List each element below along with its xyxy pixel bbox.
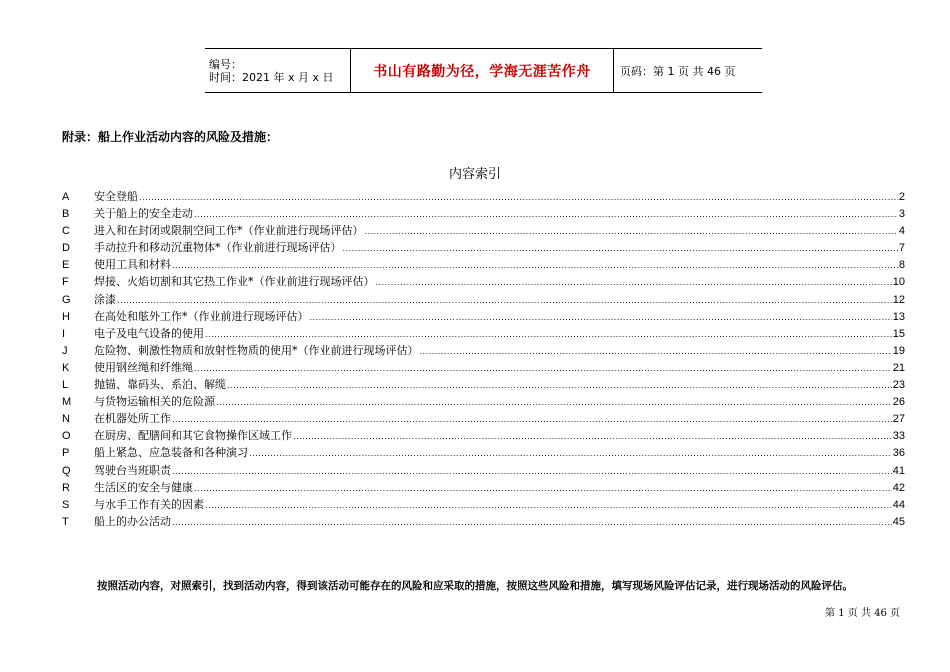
toc-entry-page: 8 [898, 259, 905, 272]
toc-entry-title: 危险物、刺激性物质和放射性物质的使用*（作业前进行现场评估） [94, 343, 419, 357]
toc-entry[interactable] [62, 427, 905, 444]
toc-entry[interactable] [62, 376, 905, 393]
toc-dot-leader [343, 244, 898, 253]
toc-dot-leader [293, 432, 892, 441]
toc-entry-letter: S [62, 498, 70, 511]
toc-dot-leader [249, 449, 892, 458]
header-meta [205, 49, 350, 92]
toc-entry-title: 船上的办公活动 [94, 514, 171, 528]
toc-entry-title: 在厨房、配膳间和其它食物操作区域工作 [94, 429, 292, 443]
toc-dot-leader [194, 210, 898, 219]
toc-entry-page: 4 [898, 225, 905, 238]
toc-entry-title: 电子及电气设备的使用 [94, 326, 204, 340]
header-page-cell [614, 49, 762, 92]
toc-dot-leader [194, 364, 892, 373]
toc-entry[interactable] [62, 444, 905, 461]
footer-instruction: 按照活动内容，对照索引，找到活动内容，得到该活动可能存在的风险和应采取的措施，按照这些风险和措施，填写现场风险评估记录，进行现场活动的风险评估。 [97, 580, 853, 592]
toc-entry-title: 与货物运输相关的危险源 [94, 395, 215, 409]
toc-dot-leader [172, 518, 892, 527]
toc-entry[interactable] [62, 222, 905, 239]
toc-entry[interactable] [62, 205, 905, 222]
toc-entry-letter: B [62, 208, 70, 221]
toc-entry-title: 船上紧急、应急装备和各种演习 [94, 446, 248, 460]
toc-heading: 内容索引 [448, 167, 501, 182]
toc-entry-page: 7 [898, 242, 905, 255]
toc-entry-title: 生活区的安全与健康 [94, 480, 193, 494]
toc-entry-letter: I [62, 327, 66, 340]
toc-entry[interactable] [62, 359, 905, 376]
toc-entry[interactable] [62, 273, 905, 290]
page-footer: 第 1 页 共 46 页 [825, 608, 900, 619]
toc-entry-page: 42 [892, 481, 905, 494]
toc-dot-leader [172, 467, 892, 476]
toc-entry-title: 涂漆 [94, 292, 116, 306]
toc-entry[interactable] [62, 239, 905, 256]
document-number-label: 编号： [209, 57, 242, 71]
toc-entry-title: 抛锚、靠码头、系泊、解缆 [94, 378, 226, 392]
toc-entry[interactable] [62, 462, 905, 479]
toc-dot-leader [117, 296, 892, 305]
toc-dot-leader [216, 398, 892, 407]
toc-dot-leader [205, 501, 892, 510]
toc-entry[interactable] [62, 256, 905, 273]
toc-entry-title: 手动拉升和移动沉重物体*（作业前进行现场评估） [94, 241, 342, 255]
toc-dot-leader [205, 330, 892, 339]
toc-dot-leader [227, 381, 892, 390]
toc-entry-letter: L [62, 379, 69, 392]
toc-dot-leader [365, 227, 898, 236]
toc-entry-page: 10 [892, 276, 905, 289]
toc-entry-letter: Q [62, 464, 71, 477]
toc-entry-page: 41 [892, 464, 905, 477]
toc-entry[interactable] [62, 410, 905, 427]
toc-entry-page: 44 [892, 498, 905, 511]
document-time-label: 时间：2021 年 x 月 x 日 [209, 70, 334, 84]
document-header [205, 48, 762, 93]
toc-entry-title: 使用钢丝绳和纤维绳 [94, 360, 193, 374]
toc-dot-leader [172, 261, 898, 270]
toc-entry-title: 关于船上的安全走动 [94, 207, 193, 221]
toc-entry-letter: E [62, 259, 70, 272]
toc-dot-leader [194, 484, 892, 493]
header-motto-cell [350, 49, 614, 92]
toc-entry-page: 15 [892, 327, 905, 340]
toc-entry-letter: K [62, 361, 70, 374]
toc-entry-letter: F [62, 276, 69, 289]
toc-entry-letter: D [62, 242, 70, 255]
toc-entry-page: 33 [892, 430, 905, 443]
toc-entry[interactable] [62, 325, 905, 342]
toc-entry-letter: N [62, 413, 70, 426]
toc-dot-leader [310, 313, 892, 322]
toc-entry-letter: A [62, 191, 70, 203]
toc-entry-letter: P [62, 447, 70, 460]
toc-entry-letter: C [62, 225, 70, 238]
toc-entry-title: 安全登船 [94, 190, 138, 203]
toc-entry-title: 与水手工作有关的因素 [94, 497, 204, 511]
toc-entry-page: 23 [892, 379, 905, 392]
toc-entry-page: 13 [892, 310, 905, 323]
toc-entry-page: 27 [892, 413, 905, 426]
toc-entry-letter: O [62, 430, 71, 443]
toc-entry-page: 36 [892, 447, 905, 460]
toc-entry[interactable] [62, 393, 905, 410]
toc-entry-title: 使用工具和材料 [94, 258, 171, 272]
toc-entry[interactable] [62, 342, 905, 359]
toc-entry-page: 3 [898, 208, 905, 221]
toc-entry-letter: H [62, 310, 70, 323]
toc-entry-title: 在高处和舷外工作*（作业前进行现场评估） [94, 309, 309, 323]
header-motto: 书山有路勤为径，学海无涯苦作舟 [373, 63, 591, 80]
toc-entry-page: 26 [892, 396, 905, 409]
toc-entry-page: 45 [892, 515, 905, 528]
toc-entry-letter: R [62, 481, 70, 494]
header-page-label: 页码：第 1 页 共 46 页 [620, 64, 736, 78]
toc-entry-title: 进入和在封闭或限制空间工作*（作业前进行现场评估） [94, 224, 364, 238]
toc-entry-page: 2 [898, 191, 905, 203]
toc-entry[interactable] [62, 513, 905, 530]
toc-entry-title: 焊接、火焰切割和其它热工作业*（作业前进行现场评估） [94, 275, 375, 289]
toc-entry-letter: J [62, 344, 68, 357]
toc-entry[interactable] [62, 308, 905, 325]
toc-entry-title: 在机器处所工作 [94, 412, 171, 426]
toc-entry[interactable] [62, 188, 905, 205]
table-of-contents [62, 188, 905, 530]
toc-entry[interactable] [62, 496, 905, 513]
appendix-title: 附录：船上作业活动内容的风险及措施： [62, 130, 279, 144]
toc-dot-leader [420, 347, 892, 356]
toc-entry-title: 驾驶台当班职责 [94, 463, 171, 477]
toc-dot-leader [172, 415, 892, 424]
toc-entry-page: 21 [892, 361, 905, 374]
toc-entry-page: 12 [892, 293, 905, 306]
toc-entry[interactable] [62, 479, 905, 496]
toc-entry-letter: T [62, 515, 69, 528]
toc-entry-page: 19 [892, 344, 905, 357]
toc-entry-letter: G [62, 293, 71, 306]
toc-dot-leader [139, 193, 898, 202]
toc-dot-leader [376, 278, 892, 287]
toc-entry[interactable] [62, 291, 905, 308]
toc-entry-letter: M [62, 396, 72, 409]
